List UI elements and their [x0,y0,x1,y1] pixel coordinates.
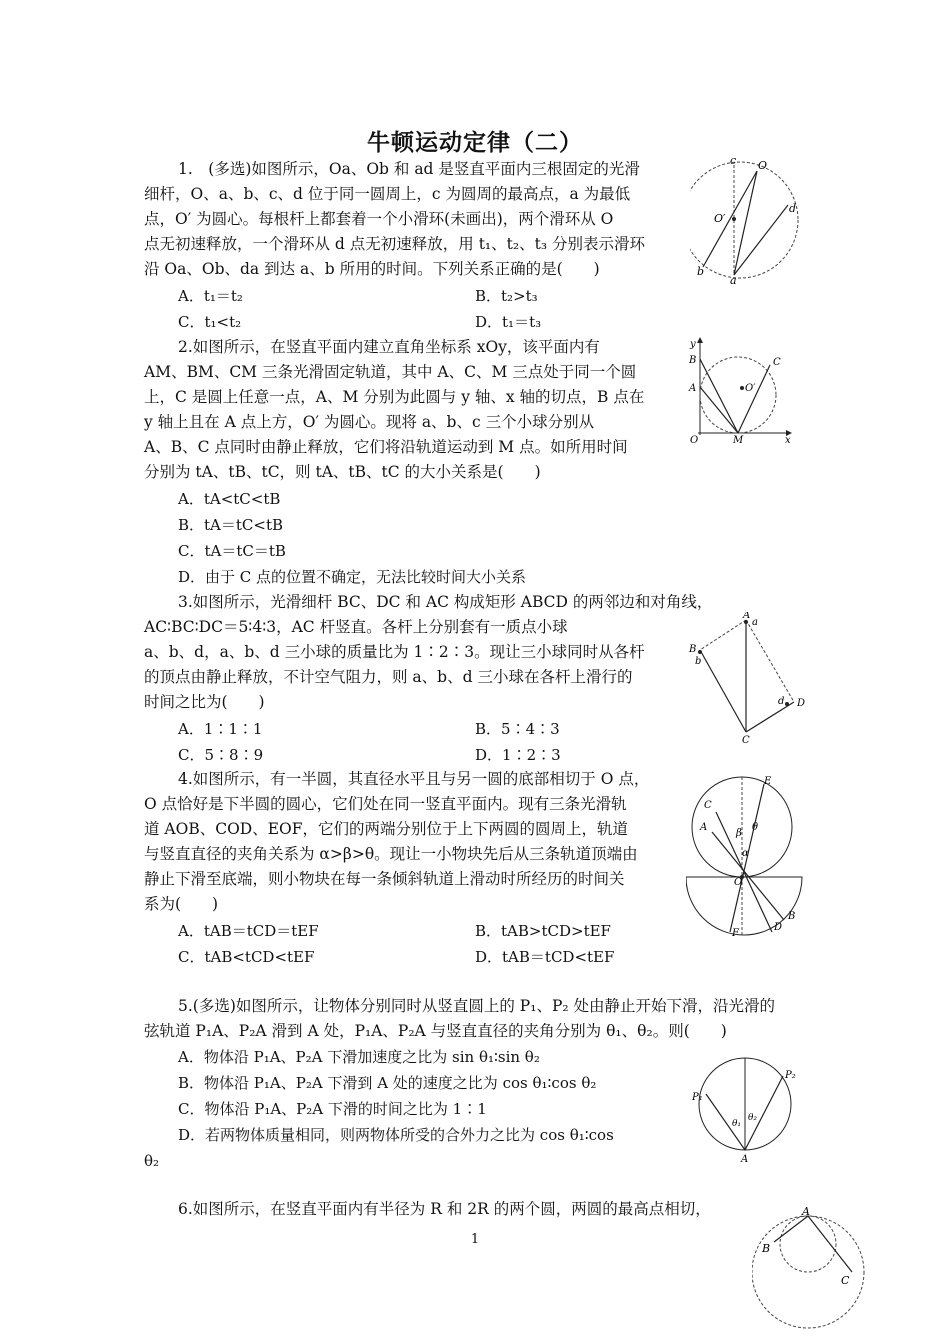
q1-line: 沿 Oa、Ob、da 到达 a、b 所用的时间。下列关系正确的是( ) [144,260,600,278]
q4-fig-label: B [788,911,796,922]
q3-line: 时间之比为( ) [144,693,265,711]
q2-fig-label: M [733,435,744,445]
q3-line: 的顶点由静止释放，不计空气阻力，则 a、b、d 三小球在各杆上滑行的 [144,668,633,686]
q6-line: 6.如图所示，在竖直平面内有半径为 R 和 2R 的两个圆，两圆的最高点相切， [178,1200,711,1218]
q1-line: 点，O′ 为圆心。每根杆上都套着一个小滑环(未画出)，两个滑环从 O [144,210,614,228]
q4-option-c: C．tAB<tCD<tEF [178,948,315,966]
q4-line: 4.如图所示，有一半圆，其直径水平且与另一圆的底部相切于 O 点， [178,770,650,788]
q2-fig-label: x [785,435,791,445]
q5-option-d: D．若两物体质量相同，则两物体所受的合外力之比为 cos θ₁∶cos [178,1126,614,1144]
q5-line: 弦轨道 P₁A、P₂A 滑到 A 处，P₁A、P₂A 与竖直直径的夹角分别为 θ₁、θ₂。则( ) [144,1022,727,1040]
q1-figure [690,155,808,285]
q4-option-b: B．tAB>tCD>tEF [475,922,611,940]
q2-fig-label: O′ [745,383,756,394]
q6-fig-label: A [802,1205,810,1218]
q4-line: 静止下滑至底端，则小物块在每一条倾斜轨道上滑动时所经历的时间关 [144,870,625,888]
q5-figure [688,1054,804,1164]
q3-figure [686,612,810,748]
page-title: 牛顿运动定律（二） [367,130,583,156]
q2-fig-label: A [689,383,697,394]
q3-fig-label: D [797,698,806,709]
q3-fig-label: C [742,735,750,746]
q2-line: A、B、C 点同时由静止释放，它们将沿轨道运动到 M 点。如所用时间 [144,438,628,456]
q4-option-d: D．tAB＝tCD<tEF [475,948,615,966]
q4-line: 道 AOB、COD、EOF，它们的两端分别位于上下两圆的圆周上，轨道 [144,820,628,838]
q5-line: 5.(多选)如图所示，让物体分别同时从竖直圆上的 P₁、P₂ 处由静止开始下滑，沿光滑的 [178,997,776,1015]
q2-option-a: A．tA<tC<tB [178,490,281,508]
q4-fig-label: C [704,800,712,811]
q3-fig-label: A [743,612,751,621]
q5-fig-label: P₂ [785,1070,796,1081]
q2-fig-label: B [689,355,697,366]
q2-line: 上，C 是圆上任意一点，A、M 分别为此圆与 y 轴、x 轴的切点，B 点在 [144,388,645,406]
q4-fig-label: θ [752,822,759,833]
q4-fig-label: E [764,776,772,787]
q5-option-c: C．物体沿 P₁A、P₂A 下滑的时间之比为 1∶1 [178,1100,487,1118]
q4-figure [686,772,814,940]
q4-fig-label: α [742,848,749,859]
q1-option-b: B．t₂>t₃ [475,287,538,305]
q3-fig-label: a [752,617,758,628]
q1-option-d: D．t₁＝t₃ [475,313,542,331]
q2-option-b: B．tA＝tC<tB [178,516,284,534]
q2-option-d: D．由于 C 点的位置不确定，无法比较时间大小关系 [178,568,527,586]
q4-line: 与竖直直径的夹角关系为 α>β>θ。现让一小物块先后从三条轨道顶端由 [144,845,638,863]
q2-fig-label: O [690,435,699,445]
q3-line: AC∶BC∶DC＝5∶4∶3，AC 杆竖直。各杆上分别套有一质点小球 [144,618,568,636]
q4-fig-label: A [700,822,708,833]
q3-fig-label: d [778,696,785,707]
q1-line: 1. (多选)如图所示，Oa、Ob 和 ad 是竖直平面内三根固定的光滑 [178,160,640,178]
q2-line: 分别为 tA、tB、tC，则 tA、tB、tC 的大小关系是( ) [144,463,541,481]
q4-fig-label: D [774,922,783,933]
q3-option-c: C．5∶8∶9 [178,746,264,764]
q4-fig-label: β [736,828,742,839]
q4-line: O 点恰好是下半圆的圆心，它们处在同一竖直平面内。现有三条光滑轨 [144,795,627,813]
q2-line: y 轴上且在 A 点上方，O′ 为圆心。现将 a、b、c 三个小球分别从 [144,413,595,431]
q1-fig-label: b [697,265,705,278]
q3-line: a、b、d，a、b、d 三小球的质量比为 1∶2∶3。现让三小球同时从各杆 [144,643,645,661]
q1-fig-label: O [758,159,768,172]
page-number: 1 [470,1232,480,1247]
q5-fig-label: A [741,1154,749,1164]
q4-option-a: A．tAB＝tCD＝tEF [178,922,319,940]
q2-line: 2.如图所示，在竖直平面内建立直角坐标系 xOy，该平面内有 [178,338,600,356]
q5-option-a: A．物体沿 P₁A、P₂A 下滑加速度之比为 sin θ₁∶sin θ₂ [178,1048,540,1066]
q5-fig-label: θ₁ [732,1119,742,1129]
q5-option-d-cont: θ₂ [144,1152,160,1170]
q1-fig-label: d [789,202,797,215]
q6-fig-label: B [762,1242,771,1255]
q2-fig-label: y [690,339,696,350]
q5-fig-label: P₁ [692,1092,703,1103]
q3-option-b: B．5∶4∶3 [475,720,560,738]
q2-fig-label: C [773,357,781,368]
q3-option-d: D．1∶2∶3 [475,746,561,764]
q1-line: 点无初速释放，一个滑环从 d 点无初速释放，用 t₁、t₂、t₃ 分别表示滑环 [144,235,645,253]
q2-line: AM、BM、CM 三条光滑固定轨道，其中 A、C、M 三点处于同一个圆 [144,363,637,381]
q4-fig-label: F [732,928,739,939]
q1-option-a: A．t₁＝t₂ [178,287,243,305]
q3-option-a: A．1∶1∶1 [178,720,263,738]
q6-fig-label: C [841,1274,850,1287]
q5-fig-label: θ₂ [748,1113,758,1123]
q3-fig-label: B [689,644,697,655]
q2-option-c: C．tA＝tC＝tB [178,542,286,560]
q4-fig-label: O [734,877,743,888]
q3-line: 3.如图所示，光滑细杆 BC、DC 和 AC 构成矩形 ABCD 的两邻边和对角线， [178,593,713,611]
q4-line: 系为( ) [144,895,219,913]
q6-figure [752,1202,868,1344]
q2-figure [686,335,796,445]
q1-line: 细杆，O、a、b、c、d 位于同一圆周上，c 为圆周的最高点，a 为最低 [144,185,631,203]
q1-fig-label: O′ [714,212,726,225]
q1-fig-label: a [730,274,737,285]
q3-fig-label: b [695,656,702,667]
q1-option-c: C．t₁<t₂ [178,313,242,331]
q1-fig-label: c [730,155,737,167]
q5-option-b: B．物体沿 P₁A、P₂A 下滑到 A 处的速度之比为 cos θ₁∶cos θ₂ [178,1074,597,1092]
